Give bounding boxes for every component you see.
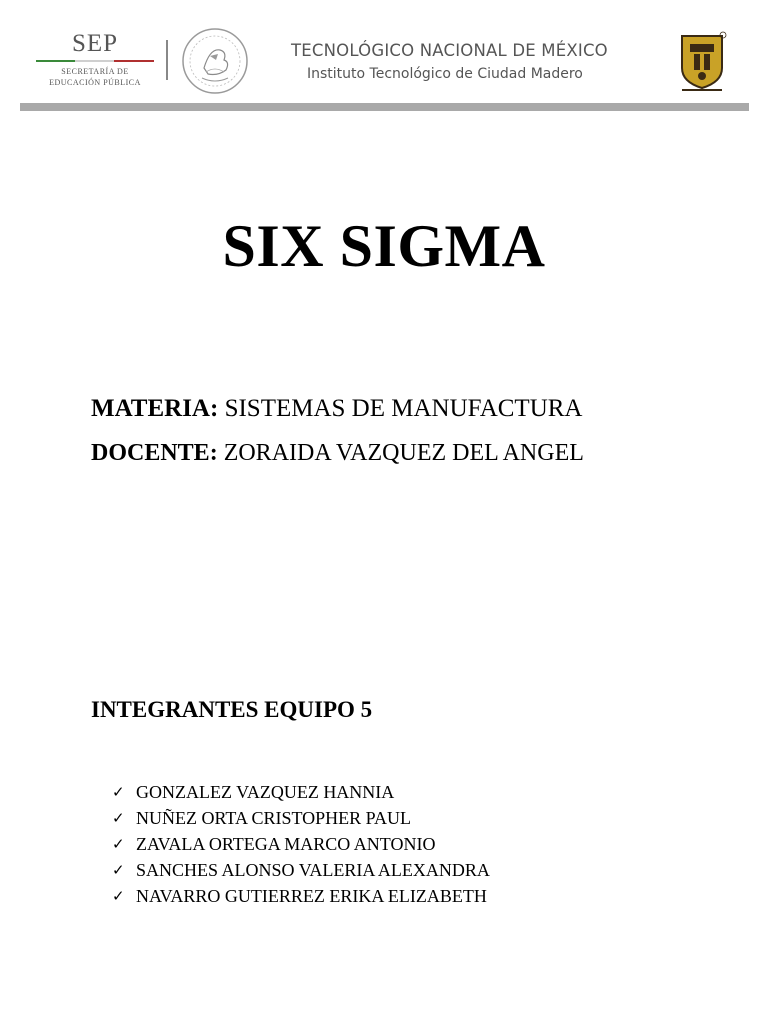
materia-value: SISTEMAS DE MANUFACTURA	[224, 395, 583, 422]
team-heading: INTEGRANTES EQUIPO 5	[91, 697, 373, 722]
sep-subtitle-line1: SECRETARÍA DE	[61, 67, 129, 76]
logo-divider	[166, 40, 168, 80]
campus-name: Instituto Tecnológico de Ciudad Madero	[307, 66, 583, 82]
sep-logo	[36, 30, 154, 92]
mexican-coat-of-arms-seal	[180, 26, 250, 96]
docente-label: DOCENTE:	[91, 440, 218, 466]
list-item	[112, 883, 490, 909]
member-name: NAVARRO GUTIERREZ ERIKA ELIZABETH	[136, 885, 487, 906]
document-title: SIX SIGMA	[222, 213, 546, 279]
member-name: SANCHES ALONSO VALERIA ALEXANDRA	[136, 859, 490, 880]
check-mark-icon: ✓	[112, 835, 125, 853]
member-list	[112, 779, 490, 909]
materia-label: MATERIA:	[91, 395, 219, 422]
header-rule	[20, 103, 749, 111]
materia-field	[91, 395, 582, 423]
sep-tricolor-line	[36, 60, 154, 62]
itcm-logo	[676, 30, 728, 92]
list-item	[112, 779, 490, 805]
check-mark-icon: ✓	[112, 887, 125, 905]
member-name: GONZALEZ VAZQUEZ HANNIA	[136, 781, 395, 802]
member-name: ZAVALA ORTEGA MARCO ANTONIO	[136, 833, 436, 854]
institution-name: TECNOLÓGICO NACIONAL DE MÉXICO	[291, 41, 608, 60]
sep-subtitle-line2: EDUCACIÓN PÚBLICA	[49, 78, 141, 87]
list-item	[112, 805, 490, 831]
list-item	[112, 857, 490, 883]
check-mark-icon: ✓	[112, 783, 125, 801]
sep-wordmark: SEP	[71, 30, 119, 57]
document-header	[0, 0, 768, 112]
check-mark-icon: ✓	[112, 861, 125, 879]
docente-field	[91, 440, 584, 467]
check-mark-icon: ✓	[112, 809, 125, 827]
member-name: NUÑEZ ORTA CRISTOPHER PAUL	[136, 807, 412, 828]
list-item	[112, 831, 490, 857]
docente-value: ZORAIDA VAZQUEZ DEL ANGEL	[223, 440, 584, 466]
